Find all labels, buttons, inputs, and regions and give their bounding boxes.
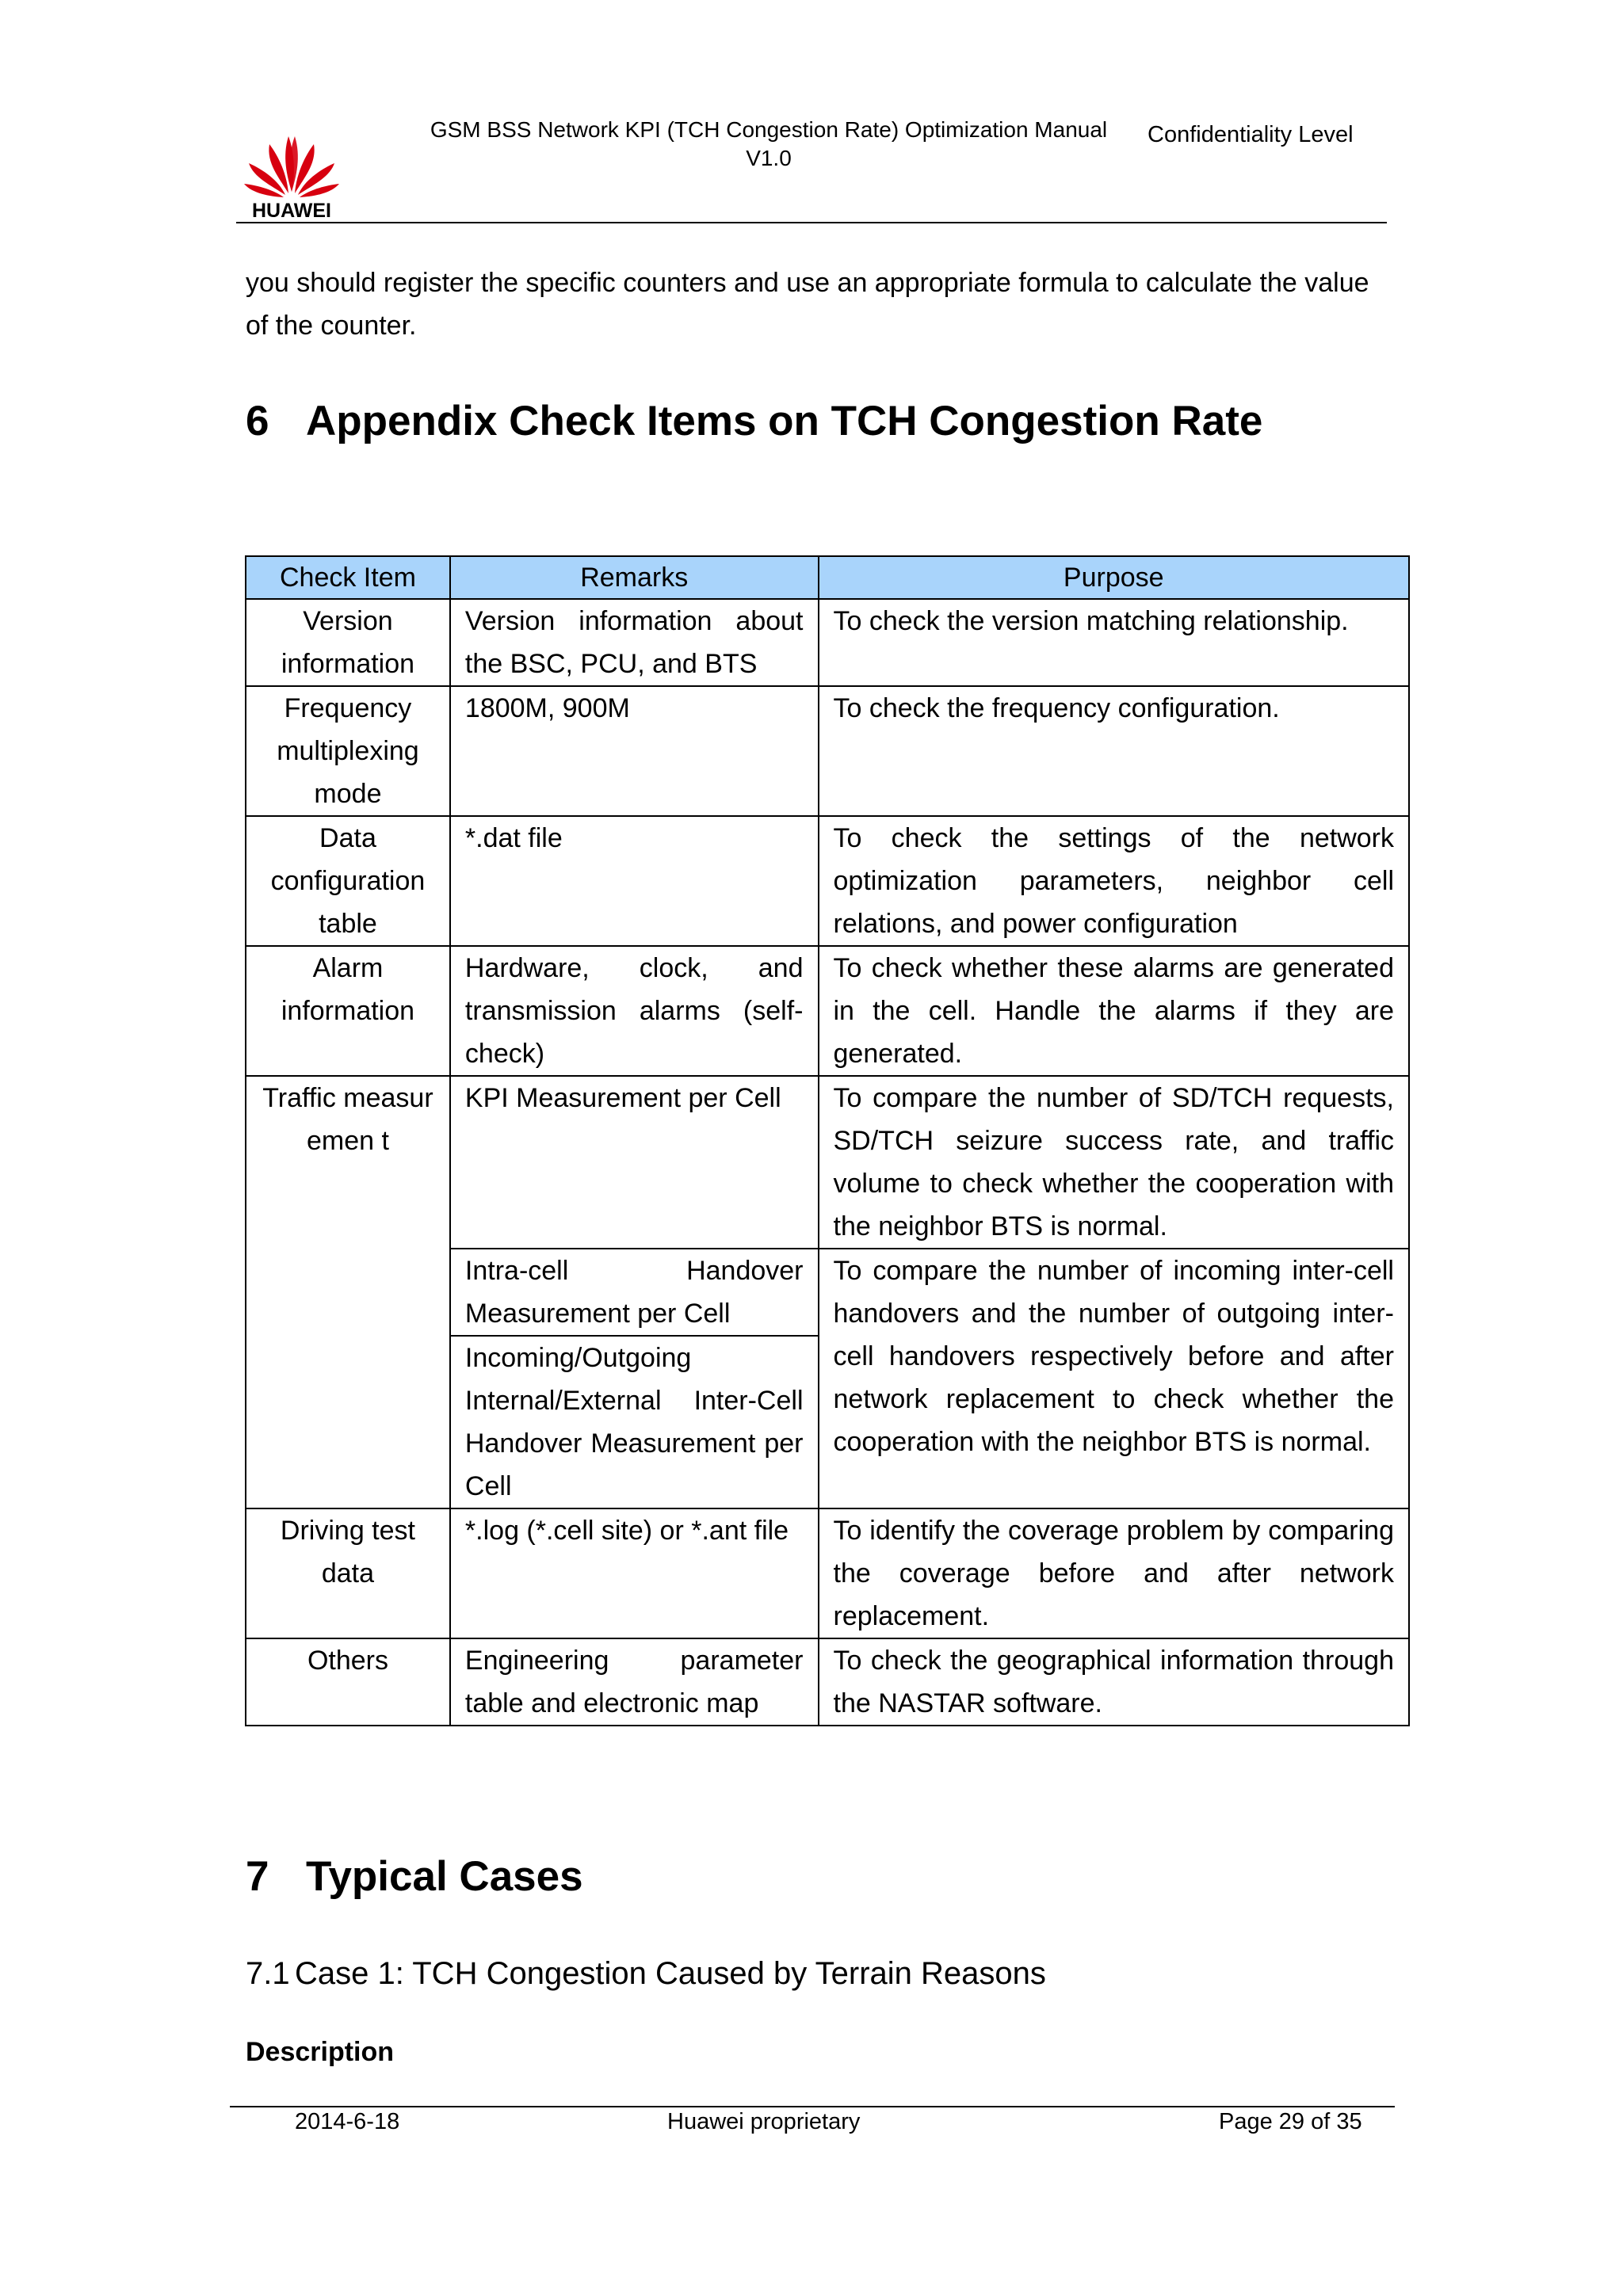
check-item-cell: Data configuration table bbox=[246, 816, 450, 946]
section-title: Appendix Check Items on TCH Congestion Rate bbox=[306, 398, 1263, 444]
confidentiality-level: Confidentiality Level bbox=[1148, 122, 1354, 147]
subsection-number: 7.1 bbox=[246, 1956, 290, 1991]
remarks-cell: *.dat file bbox=[450, 816, 819, 946]
table-row bbox=[246, 946, 1409, 1076]
huawei-logo bbox=[236, 125, 347, 220]
purpose-cell: To identify the coverage problem by comparing the coverage before and after network replacement. bbox=[819, 1508, 1410, 1638]
remarks-cell: Intra-cell Handover Measurement per Cell bbox=[450, 1249, 819, 1336]
remarks-cell: *.log (*.cell site) or *.ant file bbox=[450, 1508, 819, 1638]
check-item-cell bbox=[246, 1076, 450, 1508]
check-items-table bbox=[245, 555, 1410, 1726]
footer-page-number: Page 29 of 35 bbox=[1219, 2109, 1362, 2134]
section-7-heading bbox=[246, 1852, 583, 1902]
section-7-1-heading bbox=[246, 1953, 1046, 1994]
section-6-heading bbox=[246, 396, 1262, 447]
remarks-cell: Engineering parameter table and electronic map bbox=[450, 1638, 819, 1726]
table-row bbox=[246, 1508, 1409, 1638]
section-title: Typical Cases bbox=[306, 1853, 583, 1900]
section-number: 6 bbox=[246, 398, 269, 444]
intro-paragraph: you should register the specific counters and use an appropriate formula to calculate the value of the counter. bbox=[246, 268, 1369, 341]
description-heading: Description bbox=[246, 2037, 395, 2067]
huawei-flower-icon bbox=[236, 125, 347, 220]
purpose-cell: To check the frequency configuration. bbox=[819, 686, 1410, 816]
check-item-cell: Version information bbox=[246, 599, 450, 686]
remarks-cell: Hardware, clock, and transmission alarms (self-check) bbox=[450, 946, 819, 1076]
check-item-text: Traffic measuremen t bbox=[262, 1083, 433, 1156]
column-header: Remarks bbox=[450, 556, 819, 599]
check-item-cell: Others bbox=[246, 1638, 450, 1726]
document-title: GSM BSS Network KPI (TCH Congestion Rate) Optimization Manual V1.0 bbox=[430, 117, 1108, 170]
header-divider bbox=[236, 222, 1387, 223]
purpose-cell: To check the version matching relationship. bbox=[819, 599, 1410, 686]
subsection-title: Case 1: TCH Congestion Caused by Terrain Reasons bbox=[295, 1956, 1046, 1991]
column-header: Check Item bbox=[246, 556, 450, 599]
check-item-cell: Frequency multiplexing mode bbox=[246, 686, 450, 816]
table-row bbox=[246, 686, 1409, 816]
footer-date: 2014-6-18 bbox=[295, 2109, 400, 2134]
purpose-cell: To compare the number of incoming inter-cell handovers and the number of outgoing inter-cell handovers respectively before and after network replacement to check whether the cooperation with the neighbor BTS is normal. bbox=[819, 1249, 1410, 1508]
check-item-cell: Alarm information bbox=[246, 946, 450, 1076]
remarks-cell: 1800M, 900M bbox=[450, 686, 819, 816]
remarks-cell: KPI Measurement per Cell bbox=[450, 1076, 819, 1249]
remarks-cell: Incoming/Outgoing Internal/External Inter-Cell Handover Measurement per Cell bbox=[450, 1336, 819, 1508]
check-item-cell: Driving test data bbox=[246, 1508, 450, 1638]
table-header-row bbox=[246, 556, 1409, 599]
table-row bbox=[246, 1076, 1409, 1249]
table-row bbox=[246, 599, 1409, 686]
purpose-cell: To check the geographical information through the NASTAR software. bbox=[819, 1638, 1410, 1726]
column-header: Purpose bbox=[819, 556, 1410, 599]
table-row bbox=[246, 816, 1409, 946]
remarks-cell: Version information about the BSC, PCU, and BTS bbox=[450, 599, 819, 686]
purpose-cell: To compare the number of SD/TCH requests, SD/TCH seizure success rate, and traffic volume to check whether the cooperation with the neighbor BTS is normal. bbox=[819, 1076, 1410, 1249]
purpose-cell: To check whether these alarms are generated in the cell. Handle the alarms if they are generated. bbox=[819, 946, 1410, 1076]
section-number: 7 bbox=[246, 1853, 269, 1900]
purpose-cell: To check the settings of the network optimization parameters, neighbor cell relations, and power configuration bbox=[819, 816, 1410, 946]
footer-proprietary: Huawei proprietary bbox=[667, 2109, 861, 2134]
logo-text: HUAWEI bbox=[252, 200, 331, 220]
table-row bbox=[246, 1638, 1409, 1726]
